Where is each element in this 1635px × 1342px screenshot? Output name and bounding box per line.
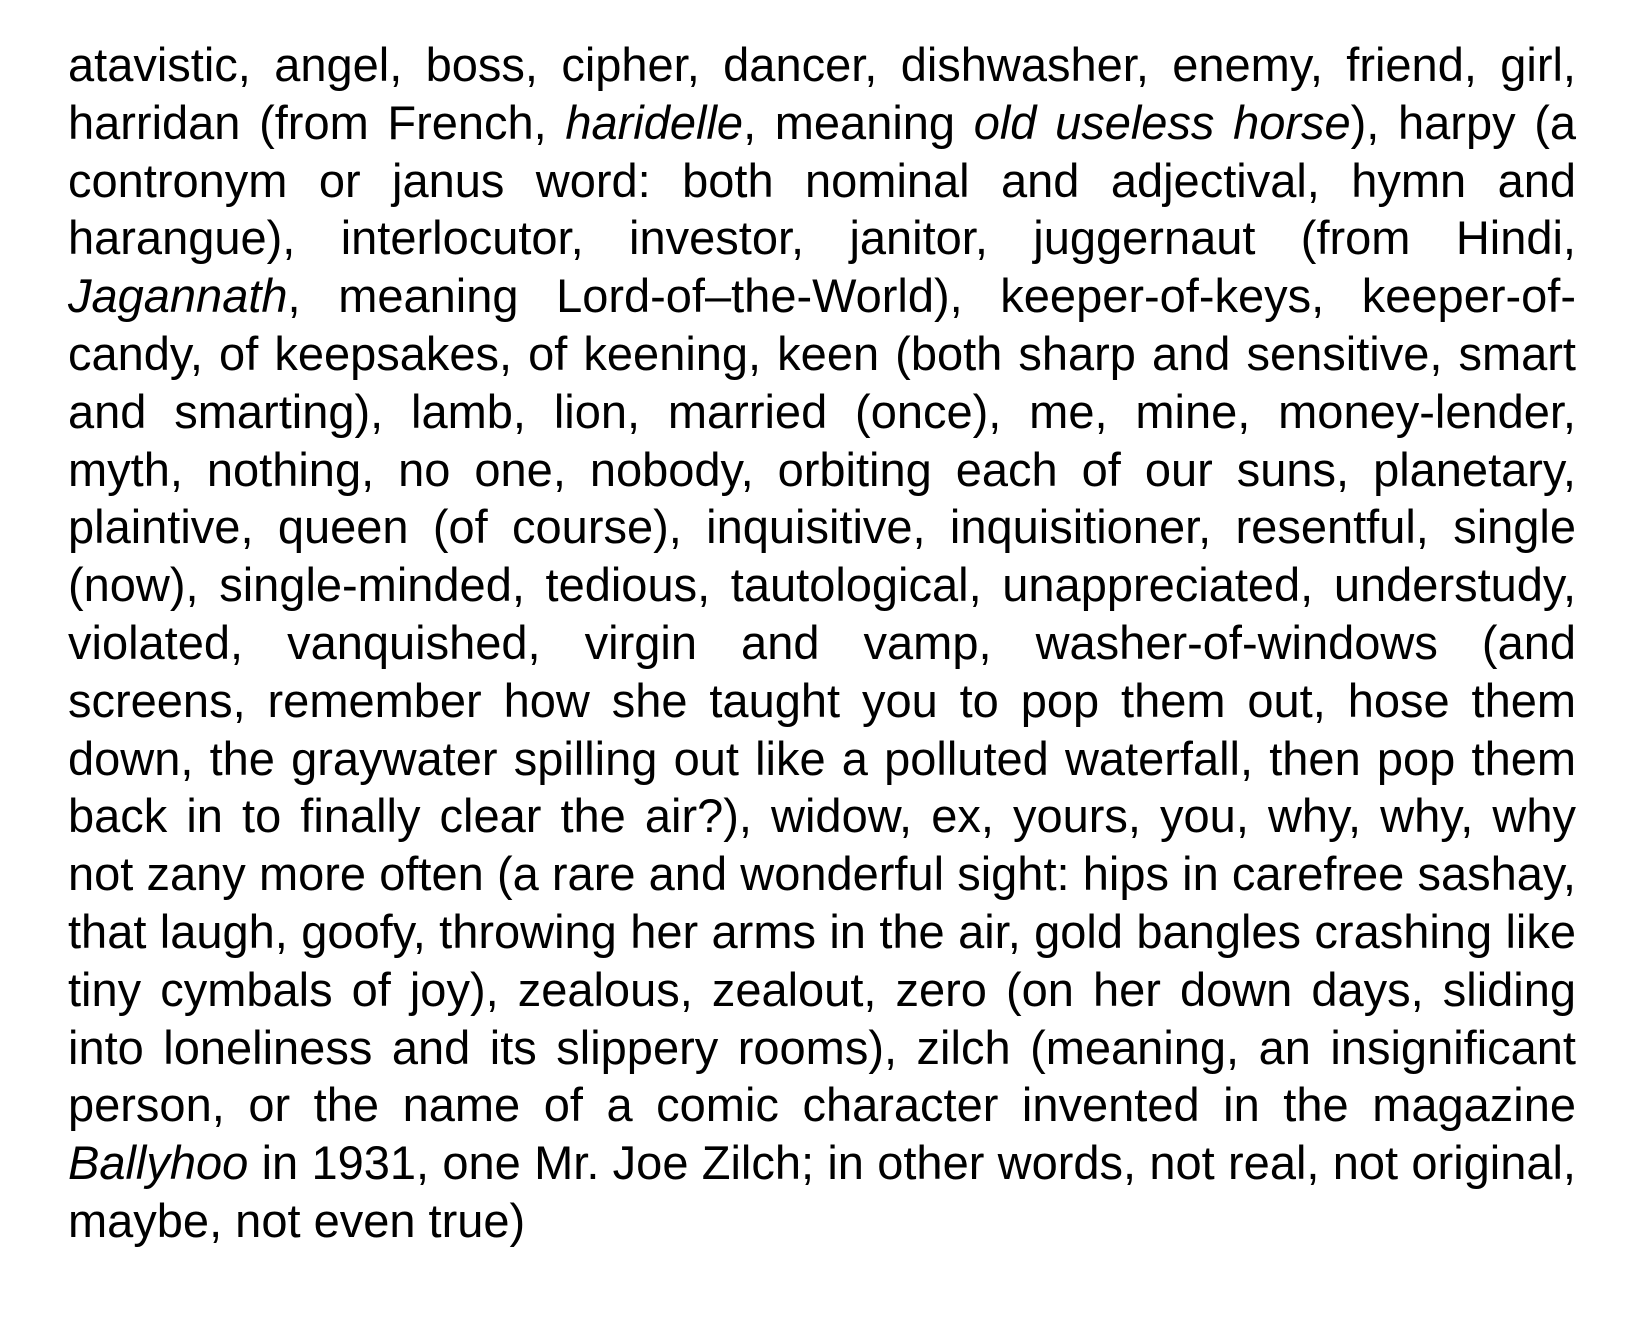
- italic-term-old-useless-horse: old useless horse: [973, 95, 1351, 149]
- text-segment: in 1931, one Mr. Joe Zilch; in other words, not real, not original, maybe, not even true): [68, 1136, 1576, 1247]
- document-page: [68, 36, 1576, 1250]
- text-segment: , meaning: [743, 95, 974, 149]
- italic-term-ballyhoo: Ballyhoo: [68, 1136, 249, 1190]
- text-segment: , meaning Lord-of–the-World), keeper-of-keys, keeper-of-candy, of keepsakes, of keening, keen (both sharp and sensitive, smart and smarting), lamb, lion, married (once), me, mine, money-lender, myth, nothing, no one, nobody, orbiting each of our suns, planetary, plaintive, queen (of course), inquisitive, inquisitioner, resentful, single (now), single-minded, tedious, tautological, unappreciated, understudy, violated, vanquished, virgin and vamp, washer-of-windows (and screens, remember how she taught you to pop them out, hose them down, the graywater spilling out like a polluted waterfall, then pop them back in to finally clear the air?), widow, ex, yours, you, why, why, why not zany more often (a rare and wonderful sight: hips in carefree sashay, that laugh, goofy, throwing her arms in the air, gold bangles crashing like tiny cymbals of joy), zealous, zealout, zero (on her down days, sliding into loneliness and its slippery rooms), zilch (meaning, an insignificant person, or the name of a comic character invented in the magazine: [68, 269, 1576, 1132]
- text-segment: ), harpy (a contronym or janus word: both nominal and adjectival, hymn and harangue), interlocutor, investor, janitor, juggernaut (from Hindi,: [68, 95, 1577, 265]
- poem-paragraph: [68, 36, 1576, 1250]
- text-segment: atavistic, angel, boss, cipher, dancer, dishwasher, enemy, friend, girl, harridan (from French,: [68, 38, 1576, 149]
- italic-term-haridelle: haridelle: [565, 95, 744, 149]
- italic-term-jagannath: Jagannath: [68, 269, 288, 323]
